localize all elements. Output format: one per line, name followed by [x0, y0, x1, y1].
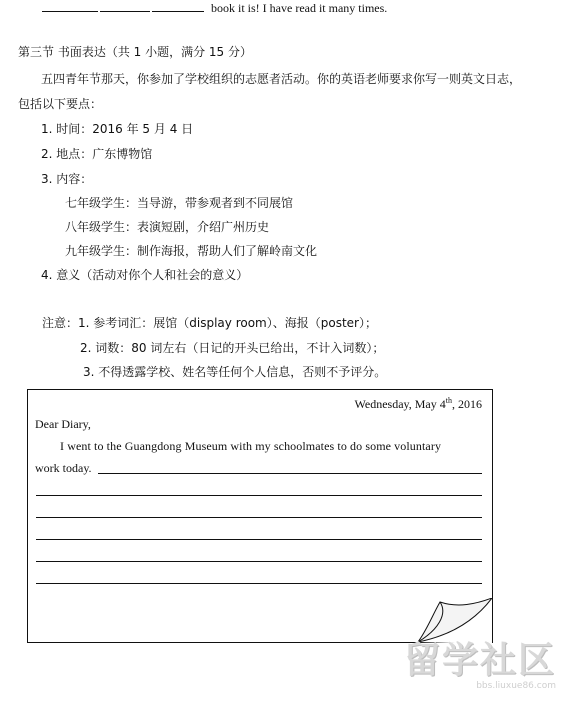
- watermark-url: bbs.liuxue86.com: [476, 681, 556, 691]
- diary-date: [355, 396, 482, 412]
- diary-line-1: I went to the Guangdong Museum with my schoolmates to do some voluntary: [60, 439, 442, 453]
- top-line-tail: book it is! I have read it many times.: [211, 1, 388, 15]
- note-vocabulary: 注意：1. 参考词汇：展馆（display room）、海报（poster）；: [42, 316, 377, 330]
- point-content: 3. 内容：: [41, 172, 93, 186]
- note-word-count: 2. 词数：80 词左右（日记的开头已给出，不计入词数）；: [80, 341, 385, 355]
- writing-line[interactable]: [36, 495, 482, 496]
- writing-line[interactable]: [36, 539, 482, 540]
- writing-line[interactable]: [36, 561, 482, 562]
- diary-date-year: , 2016: [452, 397, 482, 411]
- point-place: 2. 地点：广东博物馆: [41, 147, 153, 161]
- blank-3[interactable]: [152, 0, 204, 12]
- point-content-grade7: 七年级学生：当导游，带参观者到不同展馆: [65, 196, 294, 210]
- top-fill-line: [42, 0, 387, 16]
- point-content-grade9: 九年级学生：制作海报，帮助人们了解岭南文化: [65, 244, 318, 258]
- blank-1[interactable]: [42, 0, 98, 12]
- point-content-grade8: 八年级学生：表演短剧，介绍广州历史: [65, 220, 270, 234]
- blank-2[interactable]: [100, 0, 150, 12]
- diary-date-main: Wednesday, May 4: [354, 397, 446, 411]
- watermark: [404, 632, 556, 691]
- writing-line[interactable]: [36, 517, 482, 518]
- section-heading: 第三节 书面表达（共 1 小题，满分 15 分）: [18, 45, 252, 59]
- diary-greeting: Dear Diary,: [35, 417, 91, 431]
- intro-line-2: 包括以下要点：: [18, 97, 103, 111]
- intro-line-1: 五四青年节那天，你参加了学校组织的志愿者活动。你的英语老师要求你写一则英文日志，: [41, 72, 522, 86]
- watermark-logo: 留学社区: [403, 640, 556, 681]
- diary-line-2-start: work today.: [35, 461, 92, 475]
- writing-line[interactable]: [98, 473, 482, 474]
- point-meaning: 4. 意义（活动对你个人和社会的意义）: [41, 268, 249, 282]
- note-privacy: 3. 不得透露学校、姓名等任何个人信息，否则不予评分。: [83, 365, 387, 379]
- diary-date-suffix: th: [445, 396, 452, 405]
- writing-line[interactable]: [36, 583, 482, 584]
- point-time: 1. 时间：2016 年 5 月 4 日: [41, 122, 194, 136]
